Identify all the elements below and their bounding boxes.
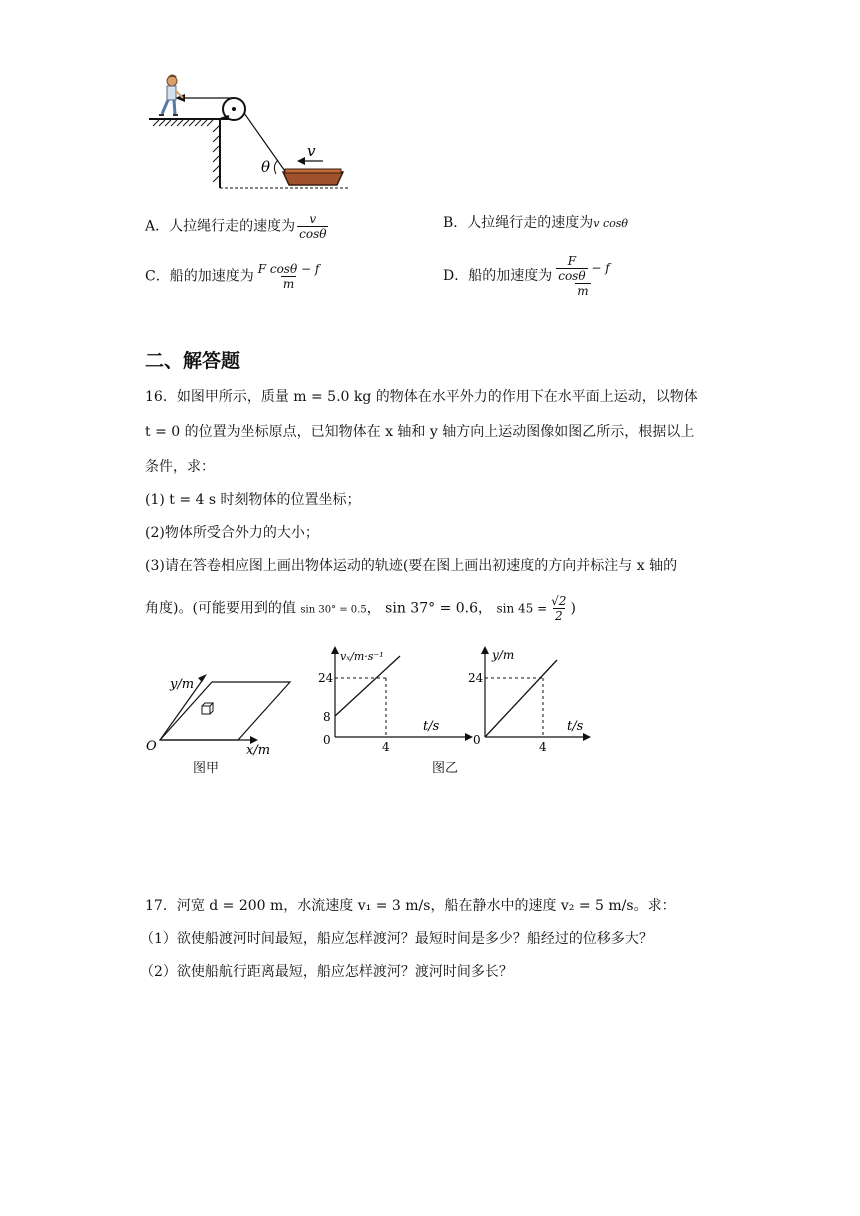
option-d-text: D．船的加速度为 [443, 268, 553, 284]
angle-label: θ [261, 158, 271, 176]
q17-sub2: （2）欲使船航行距离最短，船应怎样渡河？渡河时间多长？ [140, 964, 513, 980]
figure-vx-t [315, 640, 475, 755]
q16-line2: t = 0 的位置为坐标原点，已知物体在 x 轴和 y 轴方向上运动图像如图乙所示，根据以上 [145, 424, 695, 440]
option-a-fraction: $\frac{v}{\cos\theta}$ [299, 212, 327, 241]
figure-y-t [465, 640, 595, 755]
sin45-prefix: sin 45 = [496, 601, 548, 616]
option-a [145, 212, 330, 241]
option-c-text: C．船的加速度为 [145, 268, 254, 285]
fig-a-xlabel: x/m [246, 743, 271, 758]
q17-sub1: （1）欲使船渡河时间最短，船应怎样渡河？最短时间是多少？船经过的位移多大？ [140, 931, 653, 947]
q16-sub3b-suffix: ) [570, 600, 576, 617]
caption-jia: 图甲 [193, 761, 220, 776]
section-title: 二、解答题 [145, 350, 241, 372]
caption-yi: 图乙 [432, 761, 459, 776]
fig-c-tick-4: 4 [539, 740, 547, 754]
fig-b-tick-8: 8 [323, 710, 331, 724]
fig-b-tick-0: 0 [323, 733, 331, 747]
q16-sub2: (2)物体所受合外力的大小； [145, 525, 319, 541]
fig-b-xlabel: t/s [423, 719, 440, 734]
option-a-text: A．人拉绳行走的速度为 [145, 218, 296, 235]
q16-sub3b-prefix: 角度)。(可能要用到的值 [145, 600, 296, 617]
pulley-boat-figure [145, 70, 355, 195]
person-icon [159, 75, 183, 116]
q17-line1: 17．河宽 d = 200 m，水流速度 v₁ = 3 m/s，船在静水中的速度 v₂ = 5 m/s。求： [145, 898, 676, 914]
option-b [443, 213, 628, 234]
fig-c-tick-24: 24 [468, 671, 484, 685]
fig-b-ylabel: vₓ/m·s⁻¹ [340, 650, 384, 663]
sin45-fraction: $\frac{√2}{2}$ [551, 594, 567, 623]
option-b-text: B．人拉绳行走的速度为 [443, 215, 594, 231]
fig-a-origin: O [146, 739, 157, 754]
option-d [443, 254, 614, 298]
option-c-fraction: $\frac{\text{F cosθ − f}}{m}$ [257, 262, 320, 291]
figure-jia [140, 670, 300, 780]
sin30-value: sin 30° = 0.5 [300, 604, 367, 616]
option-b-expr: v cosθ [593, 217, 629, 230]
fig-b-tick-24: 24 [318, 671, 334, 685]
fig-a-ylabel: y/m [170, 677, 195, 692]
option-d-fraction: $\frac{F}{\cos\theta}$ − f m [558, 254, 610, 298]
velocity-label: v [307, 142, 316, 160]
fig-c-tick-0: 0 [473, 733, 481, 747]
option-c [145, 262, 323, 291]
q16-sub1: (1) t = 4 s 时刻物体的位置坐标； [145, 492, 361, 508]
fig-c-xlabel: t/s [567, 719, 584, 734]
q16-line3: 条件，求： [145, 459, 215, 475]
fig-c-ylabel: y/m [492, 648, 515, 662]
q16-line1: 16．如图甲所示，质量 m = 5.0 kg 的物体在水平外力的作用下在水平面上运动，以物体 [145, 389, 698, 405]
fig-b-tick-4: 4 [382, 740, 390, 754]
q16-sub3b: 角度)。(可能要用到的值 sin 30° = 0.5， sin 37° = 0.6， sin 45 = $\frac{√2}{2}$ ) [145, 594, 576, 623]
sin37-value: sin 37° = 0.6 [385, 600, 479, 617]
q16-sub3: (3)请在答卷相应图上画出物体运动的轨迹(要在图上画出初速度的方向并标注与 x 轴的 [145, 558, 678, 574]
